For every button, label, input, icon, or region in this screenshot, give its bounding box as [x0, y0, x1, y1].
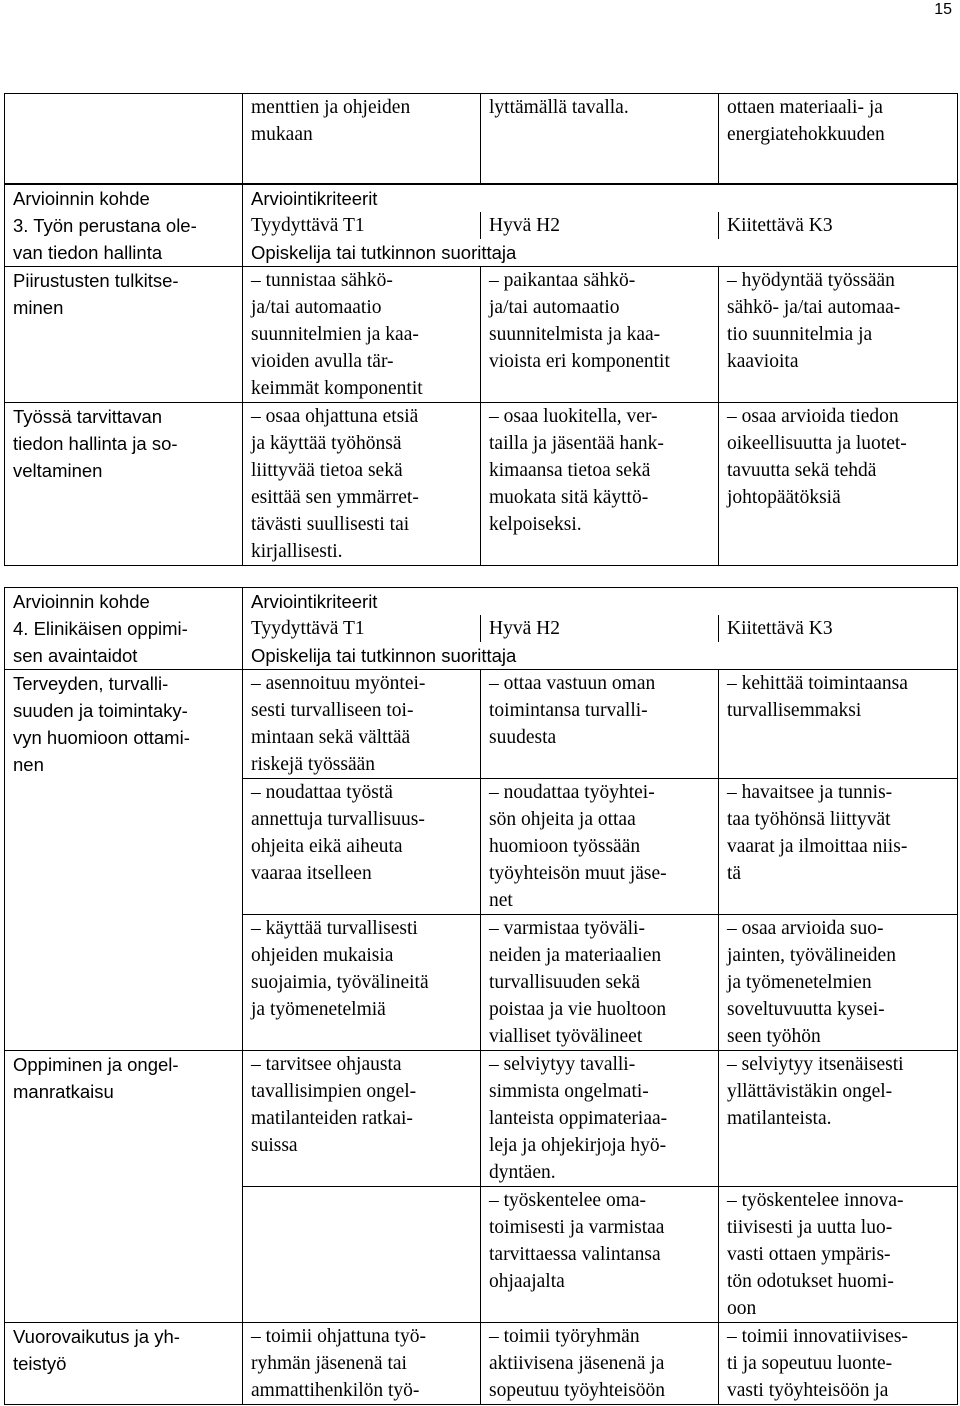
- criteria-t1-line: suojaimia, työvälineitä: [251, 972, 429, 993]
- criteria-k3-line: kaavioita: [727, 351, 799, 372]
- criteria-k3: [719, 1187, 958, 1323]
- criteria-t1-line: ohjeita eikä aiheuta: [251, 836, 403, 857]
- criteria-k3-line: turvallisemmaksi: [727, 700, 862, 721]
- assessment-target-header: Arvioinnin kohde: [5, 185, 243, 213]
- criteria-t1: [243, 403, 481, 566]
- criteria-k3-line: tä: [727, 863, 742, 884]
- section-title-line: sen avaintaidot: [13, 645, 138, 666]
- criteria-t1-line: vioiden avulla tär-: [251, 351, 394, 372]
- criteria-k3-line: – osaa arvioida tiedon: [727, 406, 899, 427]
- criteria-h2-line: suunnitelmista ja kaa-: [489, 324, 661, 345]
- assessment-target-line: Oppiminen ja ongel-: [13, 1054, 179, 1075]
- assessment-target: [5, 1323, 243, 1405]
- criteria-t1-line: matilanteiden ratkai-: [251, 1108, 413, 1129]
- assessment-table-3: [4, 93, 958, 566]
- criteria-h2-line: – noudattaa työyhtei-: [489, 782, 655, 803]
- criteria-k3-line: – osaa arvioida suo-: [727, 918, 884, 939]
- criteria-h2-line: suudesta: [489, 727, 557, 748]
- criteria-k3-line: tiivisesti ja uutta luo-: [727, 1217, 893, 1238]
- grade-h2-header: Hyvä H2: [481, 212, 719, 239]
- criteria-t1: [243, 1323, 481, 1405]
- section-title: [5, 212, 243, 267]
- criteria-t1-line: – käyttää turvallisesti: [251, 918, 418, 939]
- grade-k3-header: Kiitettävä K3: [719, 615, 958, 642]
- criteria-h2-line: sopeutuu työyhteisöön: [489, 1380, 666, 1401]
- criteria-header: Arviointikriteerit: [243, 588, 958, 616]
- criteria-h2-line: lanteista oppimateriaa-: [489, 1108, 668, 1129]
- criteria-h2: [481, 915, 719, 1051]
- criteria-h2-line: ja/tai automaatio: [489, 297, 620, 318]
- criteria-h2-line: vialliset työvälineet: [489, 1026, 643, 1047]
- criteria-h2-line: dyntäen.: [489, 1162, 556, 1183]
- assessment-target: [5, 1051, 243, 1323]
- page-number: 15: [934, 1, 952, 18]
- criteria-h2-line: aktiivisena jäsenenä ja: [489, 1353, 665, 1374]
- grade-t1-header: Tyydyttävä T1: [243, 212, 481, 239]
- criteria-t1-line: riskejä työssään: [251, 754, 376, 775]
- criteria-k3-line: ti ja sopeutuu luonte-: [727, 1353, 893, 1374]
- criteria-t1: [243, 1187, 481, 1323]
- criteria-h2: [481, 670, 719, 779]
- criteria-k3: [719, 1323, 958, 1405]
- subject-label: Opiskelija tai tutkinnon suorittaja: [243, 239, 958, 267]
- criteria-k3: [719, 267, 958, 403]
- criteria-t1: [243, 915, 481, 1051]
- section-title: [5, 615, 243, 670]
- criteria-h2-line: – paikantaa sähkö-: [489, 270, 636, 291]
- criteria-t1-line: mintaan sekä välttää: [251, 727, 411, 748]
- grade-h2-header: Hyvä H2: [481, 615, 719, 642]
- criteria-h2-line: – toimii työryhmän: [489, 1326, 640, 1347]
- assessment-target-line: teistyö: [13, 1353, 67, 1374]
- criteria-h2: [481, 267, 719, 403]
- criteria-h2-line: vioista eri komponentit: [489, 351, 670, 372]
- criteria-h2-line: – osaa luokitella, ver-: [489, 406, 658, 427]
- criteria-t1-line: tavallisimpien ongel-: [251, 1081, 417, 1102]
- criteria-k3-line: seen työhön: [727, 1026, 821, 1047]
- criteria-t1: [243, 1051, 481, 1187]
- criteria-k3-line: matilanteista.: [727, 1108, 832, 1129]
- criteria-h2-line: simmista ongelmati-: [489, 1081, 649, 1102]
- grade-k3-header: Kiitettävä K3: [719, 212, 958, 239]
- criteria-t1-line: kirjallisesti.: [251, 541, 343, 562]
- criteria-k3-line: – kehittää toimintaansa: [727, 673, 908, 694]
- criteria-h2-line: neiden ja materiaalien: [489, 945, 662, 966]
- assessment-target-line: vyn huomioon ottami-: [13, 727, 190, 748]
- assessment-target-line: tiedon hallinta ja so-: [13, 433, 178, 454]
- criteria-k3-line: tavuutta sekä tehdä: [727, 460, 877, 481]
- criteria-t1-line: ja työmenetelmiä: [251, 999, 386, 1020]
- criteria-header: Arviointikriteerit: [243, 185, 958, 213]
- criteria-k3-line: yllättävistäkin ongel-: [727, 1081, 893, 1102]
- criteria-t1: [243, 779, 481, 915]
- criteria-h2: [481, 1051, 719, 1187]
- criteria-h2-line: työyhteisön muut jäse-: [489, 863, 667, 884]
- criteria-h2: [481, 403, 719, 566]
- criteria-t1-line: tävästi suullisesti tai: [251, 514, 410, 535]
- assessment-target-line: veltaminen: [13, 460, 103, 481]
- criteria-k3-line: – työskentelee innova-: [727, 1190, 904, 1211]
- continued-t1-line: menttien ja ohjeiden: [251, 97, 411, 118]
- criteria-t1-line: ja käyttää työhönsä: [251, 433, 402, 454]
- criteria-t1-line: – noudattaa työstä: [251, 782, 393, 803]
- criteria-t1-line: ammattihenkilön työ-: [251, 1380, 420, 1401]
- criteria-k3-line: tön odotukset huomi-: [727, 1271, 894, 1292]
- criteria-h2-line: net: [489, 890, 513, 911]
- criteria-k3: [719, 915, 958, 1051]
- criteria-t1-line: suissa: [251, 1135, 298, 1156]
- assessment-target: [5, 267, 243, 403]
- continued-t1: [243, 94, 481, 184]
- criteria-h2-line: leja ja ohjekirjoja hyö-: [489, 1135, 667, 1156]
- assessment-target: [5, 670, 243, 1051]
- criteria-h2-line: toimisesti ja varmistaa: [489, 1217, 665, 1238]
- criteria-t1-line: ja/tai automaatio: [251, 297, 382, 318]
- criteria-h2-line: kelpoiseksi.: [489, 514, 582, 535]
- grade-t1-header: Tyydyttävä T1: [243, 615, 481, 642]
- criteria-h2-line: huomioon työssään: [489, 836, 641, 857]
- criteria-h2-line: – työskentelee oma-: [489, 1190, 647, 1211]
- section-title-line: 4. Elinikäisen oppimi-: [13, 618, 188, 639]
- criteria-k3-line: oikeellisuutta ja luotet-: [727, 433, 907, 454]
- criteria-k3-line: tio suunnitelmia ja: [727, 324, 873, 345]
- criteria-h2-line: – varmistaa työväli-: [489, 918, 645, 939]
- criteria-t1-line: esittää sen ymmärret-: [251, 487, 419, 508]
- criteria-k3-line: soveltuvuutta kysei-: [727, 999, 885, 1020]
- criteria-t1-line: – toimii ohjattuna työ-: [251, 1326, 426, 1347]
- criteria-k3-line: vasti työyhteisöön ja: [727, 1380, 889, 1401]
- assessment-target-line: Terveyden, turvalli-: [13, 673, 169, 694]
- continued-h2: [481, 94, 719, 184]
- criteria-k3-line: jainten, työvälineiden: [727, 945, 896, 966]
- criteria-h2-line: ohjaajalta: [489, 1271, 565, 1292]
- criteria-k3: [719, 1051, 958, 1187]
- criteria-k3: [719, 779, 958, 915]
- criteria-k3-line: ja työmenetelmien: [727, 972, 872, 993]
- assessment-target-line: Työssä tarvittavan: [13, 406, 163, 427]
- assessment-target-line: nen: [13, 754, 44, 775]
- criteria-k3-line: – selviytyy itsenäisesti: [727, 1054, 904, 1075]
- assessment-target-line: manratkaisu: [13, 1081, 114, 1102]
- criteria-h2-line: toimintansa turvalli-: [489, 700, 648, 721]
- criteria-t1-line: suunnitelmien ja kaa-: [251, 324, 419, 345]
- criteria-h2-line: tarvittaessa valintansa: [489, 1244, 661, 1265]
- assessment-target-line: minen: [13, 297, 64, 318]
- criteria-k3-line: vaarat ja ilmoittaa niis-: [727, 836, 908, 857]
- continued-k3-line: energiatehokkuuden: [727, 124, 885, 145]
- assessment-table-4: [4, 587, 958, 1405]
- criteria-h2-line: kimaansa tietoa sekä: [489, 460, 651, 481]
- criteria-t1-line: annettuja turvallisuus-: [251, 809, 425, 830]
- assessment-target-line: Piirustusten tulkitse-: [13, 270, 179, 291]
- continued-t1-line: mukaan: [251, 124, 313, 145]
- criteria-h2: [481, 779, 719, 915]
- section-title-line: van tiedon hallinta: [13, 242, 163, 263]
- criteria-k3-line: taa työhönsä liittyvät: [727, 809, 891, 830]
- criteria-h2-line: tailla ja jäsentää hank-: [489, 433, 664, 454]
- assessment-target-line: suuden ja toimintaky-: [13, 700, 188, 721]
- criteria-k3-line: – havaitsee ja tunnis-: [727, 782, 893, 803]
- criteria-h2-line: – selviytyy tavalli-: [489, 1054, 636, 1075]
- continued-k3-line: ottaen materiaali- ja: [727, 97, 883, 118]
- criteria-t1-line: – osaa ohjattuna etsiä: [251, 406, 419, 427]
- criteria-h2-line: turvallisuuden sekä: [489, 972, 641, 993]
- criteria-h2: [481, 1323, 719, 1405]
- criteria-k3-line: sähkö- ja/tai automaa-: [727, 297, 901, 318]
- criteria-h2-line: poistaa ja vie huoltoon: [489, 999, 667, 1020]
- criteria-h2: [481, 1187, 719, 1323]
- criteria-t1-line: keimmät komponentit: [251, 378, 423, 399]
- criteria-k3-line: oon: [727, 1298, 757, 1319]
- criteria-k3: [719, 670, 958, 779]
- criteria-t1-line: sesti turvalliseen toi-: [251, 700, 414, 721]
- criteria-h2-line: sön ohjeita ja ottaa: [489, 809, 636, 830]
- criteria-t1: [243, 267, 481, 403]
- criteria-h2-line: muokata sitä käyttö-: [489, 487, 649, 508]
- criteria-k3: [719, 403, 958, 566]
- assessment-target: [5, 403, 243, 566]
- criteria-t1-line: ryhmän jäsenenä tai: [251, 1353, 407, 1374]
- criteria-t1-line: – asennoituu myöntei-: [251, 673, 426, 694]
- subject-label: Opiskelija tai tutkinnon suorittaja: [243, 642, 958, 670]
- continued-target: [5, 94, 243, 184]
- criteria-t1-line: liittyvää tietoa sekä: [251, 460, 403, 481]
- criteria-t1: [243, 670, 481, 779]
- criteria-t1-line: ohjeiden mukaisia: [251, 945, 394, 966]
- assessment-target-line: Vuorovaikutus ja yh-: [13, 1326, 180, 1347]
- criteria-h2-line: – ottaa vastuun oman: [489, 673, 656, 694]
- criteria-t1-line: vaaraa itselleen: [251, 863, 372, 884]
- continued-h2-line: lyttämällä tavalla.: [489, 97, 629, 118]
- assessment-target-header: Arvioinnin kohde: [5, 588, 243, 616]
- criteria-k3-line: vasti ottaen ympäris-: [727, 1244, 891, 1265]
- criteria-k3-line: – toimii innovatiivises-: [727, 1326, 908, 1347]
- criteria-k3-line: johtopäätöksiä: [727, 487, 841, 508]
- continued-k3: [719, 94, 958, 184]
- section-title-line: 3. Työn perustana ole-: [13, 215, 197, 236]
- criteria-k3-line: – hyödyntää työssään: [727, 270, 895, 291]
- criteria-t1-line: – tunnistaa sähkö-: [251, 270, 393, 291]
- criteria-t1-line: – tarvitsee ohjausta: [251, 1054, 402, 1075]
